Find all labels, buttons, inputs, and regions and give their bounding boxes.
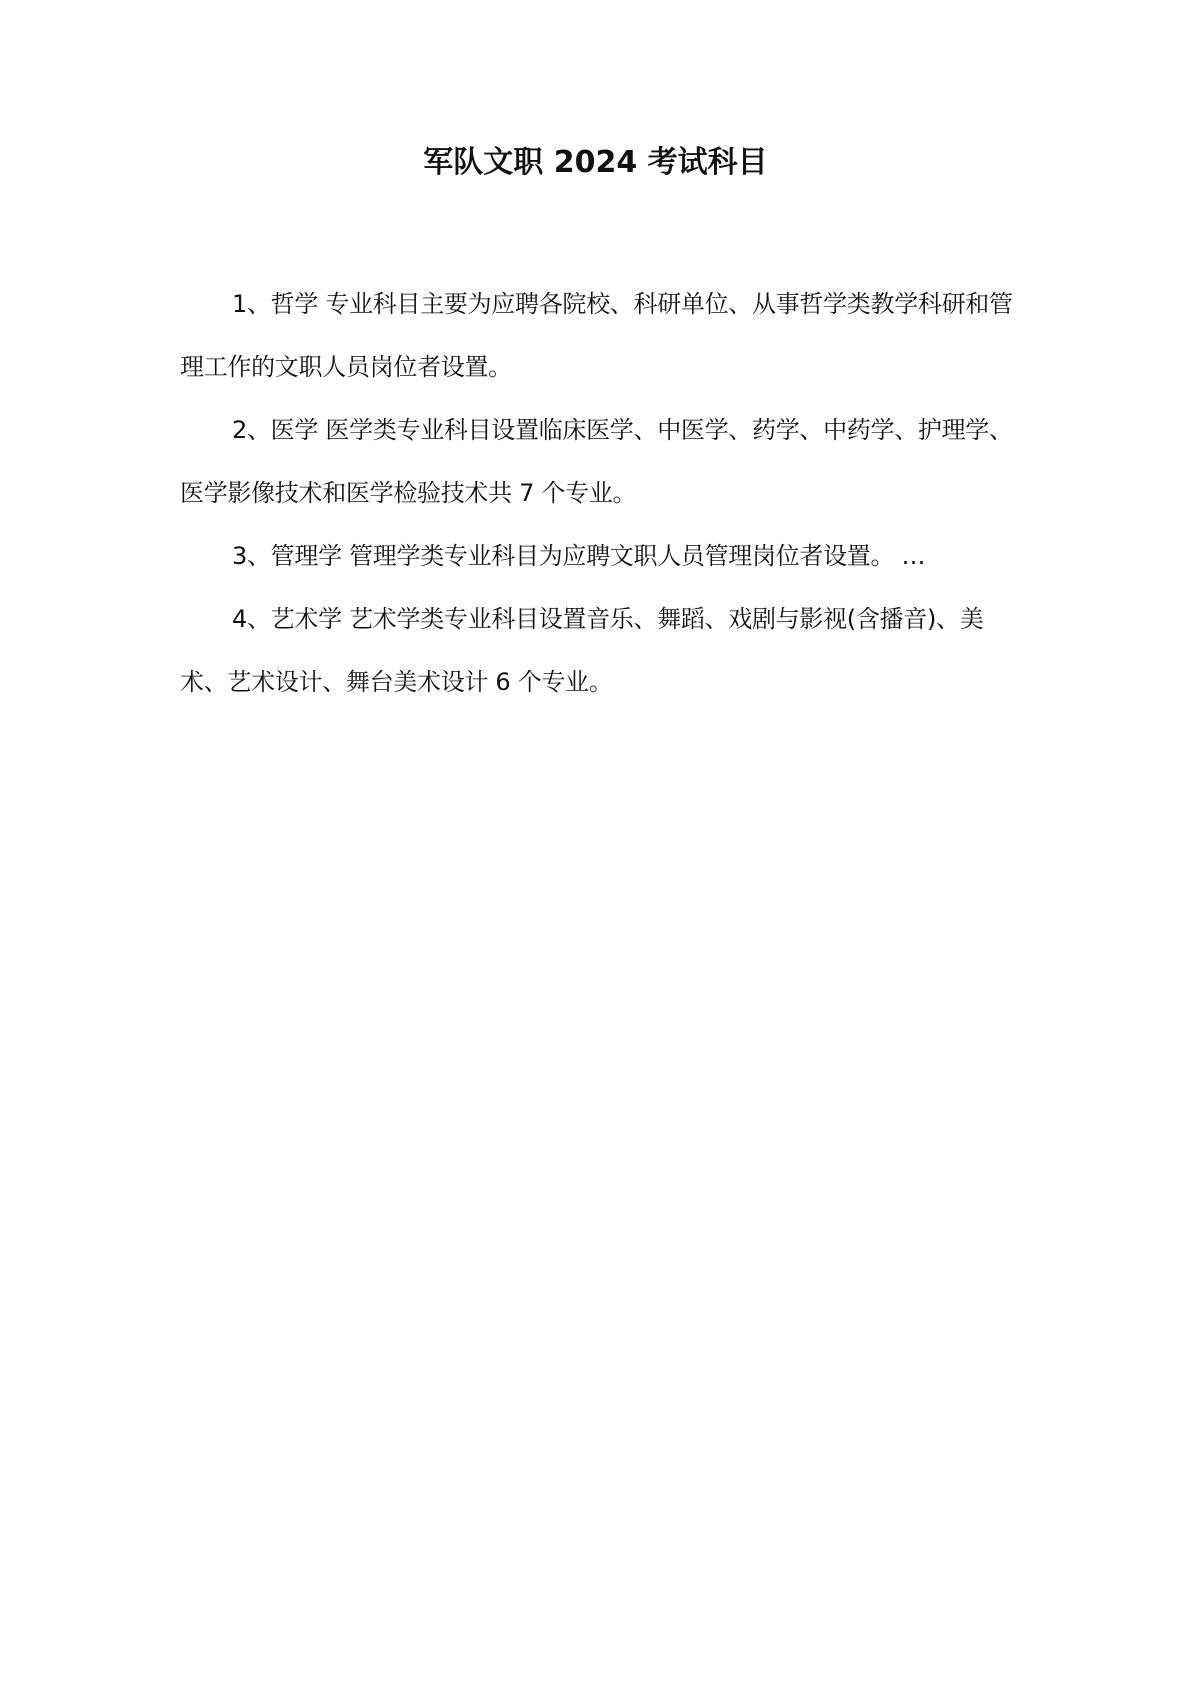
document-body bbox=[180, 273, 1020, 714]
paragraph-management: 3、管理学 管理学类专业科目为应聘文职人员管理岗位者设置。 … bbox=[232, 542, 926, 570]
paragraph-art: 4、艺术学 艺术学类专业科目设置音乐、舞蹈、戏剧与影视(含播音)、美术、艺术设计、舞台美术设计 6 个专业。 bbox=[180, 605, 984, 696]
paragraph-medicine: 2、医学 医学类专业科目设置临床医学、中医学、药学、中药学、护理学、医学影像技术和医学检验技术共 7 个专业。 bbox=[180, 416, 1013, 507]
page-title: 军队文职 2024 考试科目 bbox=[423, 145, 768, 180]
paragraph-philosophy: 1、哲学 专业科目主要为应聘各院校、科研单位、从事哲学类教学科研和管理工作的文职人员岗位者设置。 bbox=[180, 290, 1013, 381]
